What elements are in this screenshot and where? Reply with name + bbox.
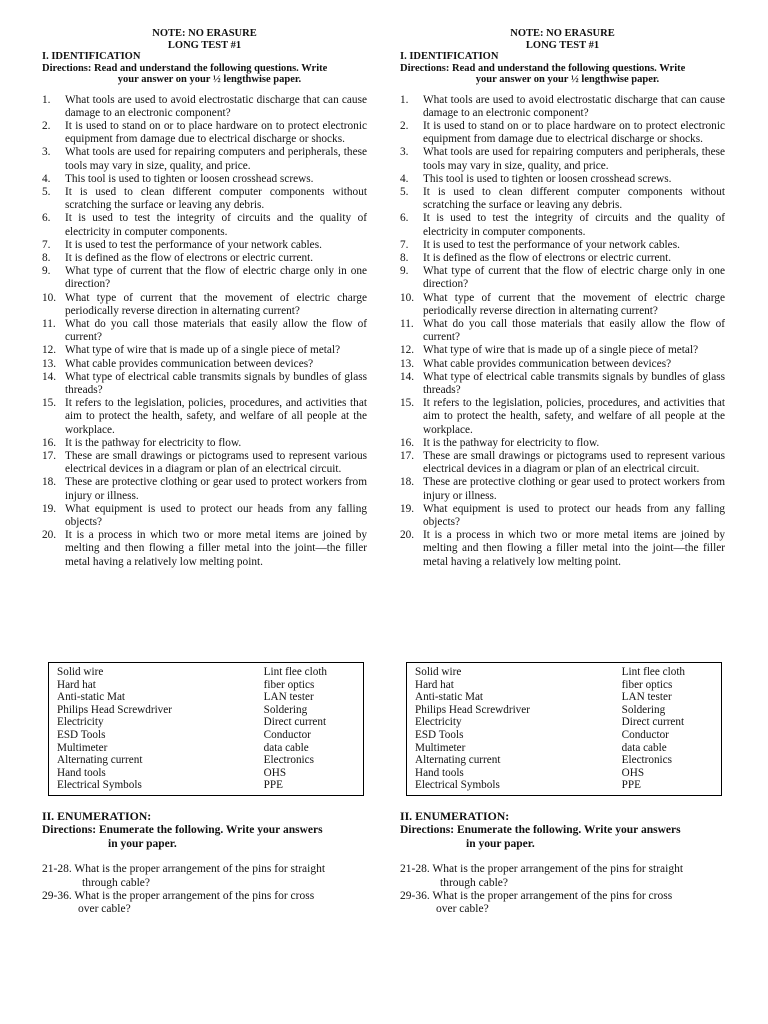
- question-item: 12. What type of wire that is made up of a single piece of metal?: [42, 344, 341, 357]
- answer-choice: OHS: [263, 766, 287, 779]
- enumeration-directions-line2: in your paper.: [108, 837, 177, 850]
- enumeration-directions: Directions: Enumerate the following. Write your answers: [400, 824, 681, 837]
- answer-choice: PPE: [621, 779, 641, 792]
- question-item: 6. It is used to test the integrity of circuits and the quality of electricity in computer components.: [400, 212, 725, 238]
- answer-choice: ESD Tools: [57, 728, 106, 741]
- answer-choice: Hard hat: [415, 678, 454, 691]
- question-item: 19. What equipment is used to protect our heads from any falling objects?: [400, 502, 725, 528]
- enumeration-section: [400, 810, 720, 917]
- enumeration-title: II. ENUMERATION:: [400, 809, 510, 823]
- directions-line1: Directions: Read and understand the following questions. Write: [400, 62, 686, 74]
- answer-choice: Electronics: [263, 754, 314, 767]
- section-identification: I. IDENTIFICATION: [42, 51, 141, 62]
- question-item: 10. What type of current that the movement of electric charge periodically reverse direction in alternating current?: [42, 291, 367, 317]
- answer-choice: Electronics: [621, 754, 672, 767]
- enumeration-directions-line2: in your paper.: [466, 837, 535, 850]
- answer-choices-col2: [622, 666, 721, 795]
- question-item: 1. What tools are used to avoid electrostatic discharge that can cause damage to an electronic component?: [42, 93, 367, 119]
- question-item: 20. It is a process in which two or more metal items are joined by melting and then flowing a filler metal into the joint—the filler metal having a relatively low melting point.: [400, 529, 725, 568]
- answer-choice: Direct current: [621, 716, 685, 729]
- answer-choice: Electrical Symbols: [415, 779, 500, 792]
- answer-choice: Lint flee cloth: [621, 666, 686, 678]
- question-item: 8. It is defined as the flow of electrons or electric current.: [42, 251, 314, 264]
- question-item: 11. What do you call those materials that easily allow the flow of current?: [42, 317, 367, 344]
- question-item: 8. It is defined as the flow of electrons or electric current.: [400, 251, 672, 264]
- enumeration-section: [42, 810, 362, 917]
- answer-choice: Anti-static Mat: [415, 691, 484, 704]
- question-item: 20. It is a process in which two or more metal items are joined by melting and then flowing a filler metal into the joint—the filler metal having a relatively low melting point.: [42, 529, 367, 568]
- answer-choice: fiber optics: [263, 678, 315, 691]
- question-item: 1. What tools are used to avoid electrostatic discharge that can cause damage to an electronic component?: [400, 93, 725, 119]
- answer-choice: OHS: [621, 766, 645, 779]
- question-item: 19. What equipment is used to protect our heads from any falling objects?: [42, 502, 367, 528]
- enumeration-question: 29-36. What is the proper arrangement of the pins for cross: [400, 890, 673, 903]
- question-item: 5. It is used to clean different computer components without scratching the surface or leaving any debris.: [400, 185, 725, 212]
- question-item: 14. What type of electrical cable transmits signals by bundles of glass threads?: [400, 370, 725, 396]
- question-item: 4. This tool is used to tighten or loosen crosshead screws.: [42, 172, 314, 185]
- answer-choice: Solid wire: [57, 666, 104, 678]
- answer-choice: Electricity: [415, 716, 462, 729]
- answer-choice: Hand tools: [57, 766, 106, 779]
- right-copy: [400, 28, 725, 569]
- question-item: 16. It is the pathway for electricity to flow.: [42, 436, 242, 449]
- question-item: 14. What type of electrical cable transmits signals by bundles of glass threads?: [42, 370, 367, 396]
- question-item: 18. These are protective clothing or gear used to protect workers from injury or illness.: [400, 476, 725, 502]
- enumeration-title: II. ENUMERATION:: [42, 809, 152, 823]
- answer-choice: Soldering: [621, 703, 666, 716]
- note-heading: NOTE: NO ERASURE: [152, 28, 257, 39]
- answer-choice: Alternating current: [57, 754, 143, 767]
- question-item: 6. It is used to test the integrity of circuits and the quality of electricity in computer components.: [42, 212, 367, 238]
- question-item: 7. It is used to test the performance of your network cables.: [42, 238, 322, 251]
- answer-choices-box: [48, 662, 364, 796]
- enumeration-question: 21-28. What is the proper arrangement of the pins for straight: [400, 863, 684, 876]
- question-item: 11. What do you call those materials that easily allow the flow of current?: [400, 317, 725, 344]
- answer-choice: data cable: [621, 741, 667, 754]
- question-item: 10. What type of current that the movement of electric charge periodically reverse direction in alternating current?: [400, 291, 725, 317]
- answer-choice: Direct current: [263, 716, 327, 729]
- answer-choices-col2: [264, 666, 363, 795]
- question-item: 9. What type of current that the flow of electric charge only in one direction?: [400, 265, 725, 291]
- enumeration-question-cont: through cable?: [440, 876, 509, 889]
- answer-choice: Philips Head Screwdriver: [57, 703, 172, 716]
- answer-choice: PPE: [263, 779, 283, 792]
- answer-choice: Hand tools: [415, 766, 464, 779]
- answer-choice: Hard hat: [57, 678, 96, 691]
- question-item: 3. What tools are used for repairing computers and peripherals, these tools may vary in size, quality, and price.: [400, 146, 725, 172]
- answer-choice: Electricity: [57, 716, 104, 729]
- enumeration-question-cont: over cable?: [78, 903, 131, 916]
- question-item: 17. These are small drawings or pictograms used to represent various electrical devices in a diagram or plan of an electrical circuit.: [42, 449, 367, 476]
- answer-choice: Conductor: [263, 728, 311, 741]
- answer-choices-box: [406, 662, 722, 796]
- answer-choice: Electrical Symbols: [57, 779, 142, 792]
- question-item: 13. What cable provides communication between devices?: [42, 357, 314, 370]
- enumeration-directions: Directions: Enumerate the following. Write your answers: [42, 824, 323, 837]
- question-item: 15. It refers to the legislation, policies, procedures, and activities that aim to protect the health, safety, and welfare of all people at the workplace.: [400, 397, 725, 436]
- question-item: 17. These are small drawings or pictograms used to represent various electrical devices in a diagram or plan of an electrical circuit.: [400, 449, 725, 476]
- question-item: 13. What cable provides communication between devices?: [400, 357, 672, 370]
- answer-choice: LAN tester: [263, 691, 314, 704]
- answer-choice: Soldering: [263, 703, 308, 716]
- enumeration-question-cont: through cable?: [82, 876, 151, 889]
- left-copy: [42, 28, 367, 569]
- answer-choices-col1: [415, 666, 622, 795]
- question-list: [400, 94, 725, 569]
- answer-choice: LAN tester: [621, 691, 672, 704]
- enumeration-question-cont: over cable?: [436, 903, 489, 916]
- question-item: 7. It is used to test the performance of your network cables.: [400, 238, 680, 251]
- question-item: 4. This tool is used to tighten or loosen crosshead screws.: [400, 172, 672, 185]
- answer-choice: Multimeter: [415, 741, 466, 754]
- question-item: 3. What tools are used for repairing computers and peripherals, these tools may vary in size, quality, and price.: [42, 146, 367, 172]
- question-item: 9. What type of current that the flow of electric charge only in one direction?: [42, 265, 367, 291]
- directions-line1: Directions: Read and understand the following questions. Write: [42, 62, 328, 74]
- question-item: 15. It refers to the legislation, policies, procedures, and activities that aim to protect the health, safety, and welfare of all people at the workplace.: [42, 397, 367, 436]
- note-heading: NOTE: NO ERASURE: [510, 28, 615, 39]
- test-title: LONG TEST #1: [167, 39, 242, 51]
- question-item: 5. It is used to clean different computer components without scratching the surface or leaving any debris.: [42, 185, 367, 212]
- answer-choice: Philips Head Screwdriver: [415, 703, 530, 716]
- answer-choice: ESD Tools: [415, 728, 464, 741]
- section-identification: I. IDENTIFICATION: [400, 51, 499, 62]
- answer-choices-col1: [57, 666, 264, 795]
- question-item: 18. These are protective clothing or gear used to protect workers from injury or illness.: [42, 476, 367, 502]
- answer-choice: Multimeter: [57, 741, 108, 754]
- directions-line2: your answer on your ½ lengthwise paper.: [475, 74, 660, 85]
- test-title: LONG TEST #1: [525, 39, 600, 51]
- question-item: 2. It is used to stand on or to place hardware on to protect electronic equipment from damage due to electrical discharge or shocks.: [400, 119, 725, 146]
- answer-choice: Solid wire: [415, 666, 462, 678]
- question-item: 2. It is used to stand on or to place hardware on to protect electronic equipment from damage due to electrical discharge or shocks.: [42, 119, 367, 146]
- answer-choice: Anti-static Mat: [57, 691, 126, 704]
- question-item: 12. What type of wire that is made up of a single piece of metal?: [400, 344, 699, 357]
- answer-choice: Lint flee cloth: [263, 666, 328, 678]
- directions-line2: your answer on your ½ lengthwise paper.: [117, 74, 302, 85]
- enumeration-question: 21-28. What is the proper arrangement of the pins for straight: [42, 863, 326, 876]
- answer-choice: Conductor: [621, 728, 669, 741]
- answer-choice: Alternating current: [415, 754, 501, 767]
- enumeration-question: 29-36. What is the proper arrangement of the pins for cross: [42, 890, 315, 903]
- answer-choice: data cable: [263, 741, 309, 754]
- question-item: 16. It is the pathway for electricity to flow.: [400, 436, 600, 449]
- question-list: [42, 94, 367, 569]
- answer-choice: fiber optics: [621, 678, 673, 691]
